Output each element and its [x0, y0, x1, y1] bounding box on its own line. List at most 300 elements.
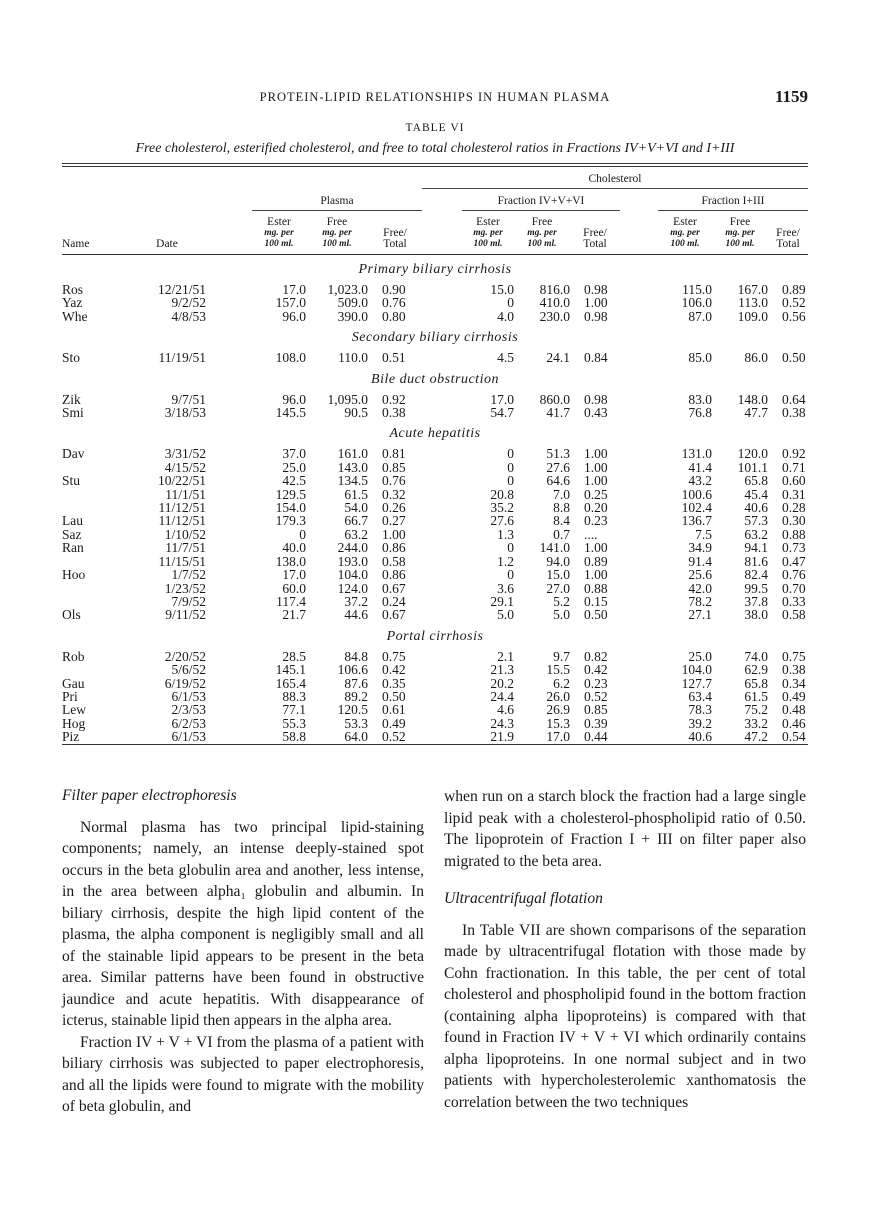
spacer — [620, 541, 658, 554]
plasma-ester-cell: 145.5 — [275, 405, 306, 421]
fi-free-cell: 37.8 — [744, 593, 768, 609]
patient-name-cell: Zik — [62, 391, 81, 407]
fi-ratio-cell: 0.56 — [782, 308, 806, 324]
plasma-ester-cell: 154.0 — [275, 500, 306, 516]
fiv-ester-cell: 27.6 — [490, 513, 514, 529]
table-row — [62, 501, 808, 514]
fiv-ratio-cell: 1.00 — [584, 473, 608, 489]
fi-ratio-cell: 0.47 — [782, 553, 806, 569]
fi-free-cell: 81.6 — [744, 553, 768, 569]
patient-name-cell: Sto — [62, 350, 81, 366]
fraction-iv-free-header-line: Free — [531, 216, 553, 228]
patient-name-cell: Hog — [62, 715, 86, 731]
table-row — [62, 717, 808, 730]
fi-ester-cell: 7.5 — [695, 526, 712, 542]
spacer — [422, 528, 462, 541]
spacer — [620, 650, 658, 663]
fiv-ester-cell: 15.0 — [490, 282, 514, 297]
header-cholesterol: Cholesterol — [422, 167, 808, 189]
patient-name-cell: Rob — [62, 648, 85, 664]
fiv-ester-cell: 1.2 — [497, 553, 514, 569]
fraction-iv-free-header — [514, 211, 570, 255]
fiv-ratio-cell: 0.23 — [584, 675, 608, 691]
plasma-free-cell: 193.0 — [337, 553, 368, 569]
fi-ester-cell: 100.6 — [681, 486, 712, 502]
fraction-i-ester-header-line: mg. per — [670, 228, 700, 238]
fi-ratio-cell: 0.58 — [782, 607, 806, 623]
fiv-ester-cell: 0 — [507, 473, 514, 489]
fi-free-cell: 63.2 — [744, 526, 768, 542]
plasma-ester-header — [252, 211, 306, 255]
spacer — [206, 447, 252, 460]
date-cell: 6/19/52 — [164, 675, 206, 691]
fi-ester-cell: 85.0 — [688, 350, 712, 366]
paragraph: In Table VII are shown comparisons of the separation made by ultracentrifugal flotation with those made by Cohn fractionation. In this table, the per cent of total cholesterol and phospholipid found in the bottom fraction (containing alpha lipoproteins) is compared with that found in Fraction IV + V + VI which ordinarily contains alpha lipoproteins. In one normal subject and in two patients with hypercholesterolemic xanthomatosis the correlation between the two techniques — [444, 921, 806, 1111]
fi-free-cell: 40.6 — [744, 500, 768, 516]
plasma-ratio-cell: 0.61 — [382, 702, 406, 718]
date-cell: 11/7/51 — [165, 540, 206, 556]
plasma-ratio-cell: 0.49 — [382, 715, 406, 731]
fiv-free-cell: 15.3 — [546, 715, 570, 731]
patient-name-cell: Saz — [62, 526, 82, 542]
fraction-i-free-header-line: 100 ml. — [725, 239, 755, 249]
header-date: Date — [156, 238, 178, 250]
plasma-ratio-cell: 0.24 — [382, 593, 406, 609]
fraction-i-ester-header-line: Ester — [673, 216, 697, 228]
fiv-ester-cell: 0 — [507, 459, 514, 475]
date-cell: 11/19/51 — [158, 350, 206, 366]
table-row — [62, 310, 808, 323]
plasma-ratio-cell: 0.80 — [382, 308, 406, 324]
plasma-ratio-cell: 0.58 — [382, 553, 406, 569]
fiv-ester-cell: 29.1 — [490, 593, 514, 609]
fiv-free-cell: 27.6 — [546, 459, 570, 475]
section-heading-ultracentrifugal: Ultracentrifugal flotation — [444, 890, 603, 907]
spacer — [620, 568, 658, 581]
spacer — [620, 608, 658, 621]
date-cell: 9/2/52 — [171, 295, 206, 311]
plasma-ester-cell: 117.4 — [276, 593, 306, 609]
spacer — [206, 461, 252, 474]
fi-ester-cell: 42.0 — [688, 580, 712, 596]
fiv-ratio-cell: 0.23 — [584, 513, 608, 529]
plasma-ester-cell: 40.0 — [282, 540, 306, 556]
spacer — [422, 541, 462, 554]
plasma-free-cell: 53.3 — [344, 715, 368, 731]
spacer — [422, 296, 462, 309]
fi-free-cell: 101.1 — [737, 459, 768, 475]
table-row — [62, 514, 808, 527]
spacer — [206, 393, 252, 406]
spacer — [620, 730, 658, 744]
plasma-ratio-header-line: Free/ — [383, 227, 407, 239]
spacer — [620, 488, 658, 501]
plasma-ester-cell: 21.7 — [282, 607, 306, 623]
plasma-free-cell: 64.0 — [344, 729, 368, 745]
date-cell: 9/7/51 — [171, 391, 206, 407]
fiv-ratio-cell: 1.00 — [584, 567, 608, 583]
fiv-free-cell: 6.2 — [553, 675, 570, 691]
fiv-ratio-cell: 0.20 — [584, 500, 608, 516]
plasma-ratio-cell: 0.67 — [382, 580, 406, 596]
fi-ratio-cell: 0.54 — [782, 729, 806, 745]
plasma-ester-cell: 17.0 — [282, 282, 306, 297]
fiv-free-cell: 8.8 — [553, 500, 570, 516]
fiv-free-cell: 9.7 — [553, 648, 570, 664]
table-row — [62, 555, 808, 568]
fiv-ratio-cell: 0.39 — [584, 715, 608, 731]
spacer — [206, 582, 252, 595]
plasma-ester-cell: 179.3 — [275, 513, 306, 529]
fraction-iv-ratio-header-line: Total — [583, 238, 607, 250]
fi-ratio-cell: 0.75 — [782, 648, 806, 664]
spacer — [206, 555, 252, 568]
fi-ratio-cell: 0.30 — [782, 513, 806, 529]
patient-name-cell: Lew — [62, 702, 86, 718]
table-row — [62, 703, 808, 716]
patient-name-cell: Stu — [62, 473, 81, 489]
fiv-ester-cell: 21.3 — [490, 662, 514, 678]
plasma-free-cell: 87.6 — [344, 675, 368, 691]
spacer — [620, 514, 658, 527]
section-title: Portal cirrhosis — [386, 628, 484, 644]
spacer — [422, 650, 462, 663]
spacer — [422, 393, 462, 406]
plasma-ester-cell: 37.0 — [282, 446, 306, 462]
plasma-free-cell: 89.2 — [344, 688, 368, 704]
patient-name-cell — [62, 461, 128, 474]
fraction-iv-ester-header-line: mg. per — [473, 228, 503, 238]
fiv-free-cell: 26.9 — [546, 702, 570, 718]
plasma-ester-cell: 157.0 — [275, 295, 306, 311]
table-row — [62, 351, 808, 364]
spacer — [422, 310, 462, 323]
fiv-ratio-cell: 0.42 — [584, 662, 608, 678]
fiv-ratio-cell: 0.25 — [584, 486, 608, 502]
fiv-ester-cell: 4.0 — [497, 308, 514, 324]
fi-ratio-cell: 0.88 — [782, 526, 806, 542]
patient-name-cell — [62, 582, 128, 595]
table-row — [62, 650, 808, 663]
plasma-ester-cell: 17.0 — [282, 567, 306, 583]
plasma-ratio-cell: 0.86 — [382, 567, 406, 583]
spacer — [422, 730, 462, 744]
fiv-free-cell: 24.1 — [546, 350, 570, 366]
spacer — [422, 283, 462, 296]
fi-free-cell: 86.0 — [744, 350, 768, 366]
running-title: PROTEIN-LIPID RELATIONSHIPS IN HUMAN PLASMA — [259, 90, 611, 104]
fi-ratio-cell: 0.71 — [782, 459, 806, 475]
fiv-ratio-cell: 0.89 — [584, 553, 608, 569]
spacer — [206, 703, 252, 716]
fiv-ester-cell: 2.1 — [497, 648, 514, 664]
plasma-free-cell: 61.5 — [344, 486, 368, 502]
date-cell: 3/31/52 — [164, 446, 206, 462]
plasma-ratio-cell: 0.67 — [382, 607, 406, 623]
table-row — [62, 283, 808, 296]
patient-name-cell: Pri — [62, 688, 78, 704]
plasma-ester-cell: 145.1 — [275, 662, 306, 678]
fi-ratio-cell: 0.76 — [782, 567, 806, 583]
section-title: Bile duct obstruction — [371, 371, 499, 387]
section-header-row — [62, 419, 808, 447]
plasma-ester-cell: 96.0 — [282, 391, 306, 407]
spacer — [206, 474, 252, 487]
table-row — [62, 461, 808, 474]
fi-ester-cell: 34.9 — [688, 540, 712, 556]
plasma-ratio-cell: 0.27 — [382, 513, 406, 529]
fiv-ratio-cell: 0.50 — [584, 607, 608, 623]
fi-free-cell: 99.5 — [744, 580, 768, 596]
fiv-ester-cell: 21.9 — [490, 729, 514, 745]
table-row — [62, 595, 808, 608]
plasma-ratio-cell: 0.50 — [382, 688, 406, 704]
date-cell: 4/15/52 — [164, 459, 206, 475]
fi-free-cell: 47.2 — [744, 729, 768, 745]
page-number: 1159 — [774, 87, 808, 106]
header-plasma: Plasma — [252, 189, 422, 211]
spacer — [206, 730, 252, 744]
fraction-iv-free-header-line: mg. per — [527, 228, 557, 238]
date-cell: 1/23/52 — [164, 580, 206, 596]
fi-free-cell: 45.4 — [744, 486, 768, 502]
fi-ester-cell: 83.0 — [688, 391, 712, 407]
plasma-ester-cell: 138.0 — [275, 553, 306, 569]
fiv-free-cell: 0.7 — [553, 526, 570, 542]
fiv-ratio-cell: 0.52 — [584, 688, 608, 704]
spacer — [620, 447, 658, 460]
fiv-ratio-cell: 0.84 — [584, 350, 608, 366]
plasma-ratio-cell: 0.85 — [382, 459, 406, 475]
section-header-row — [62, 365, 808, 393]
section-header-row — [62, 622, 808, 650]
spacer — [620, 461, 658, 474]
plasma-free-cell: 161.0 — [337, 446, 368, 462]
fi-ester-cell: 136.7 — [681, 513, 712, 529]
plasma-free-cell: 1,095.0 — [327, 391, 368, 407]
fiv-free-cell: 5.2 — [553, 593, 570, 609]
plasma-ratio-cell: 1.00 — [382, 526, 406, 542]
fi-free-cell: 167.0 — [737, 282, 768, 297]
date-cell: 6/2/53 — [171, 715, 206, 731]
fiv-free-cell: 51.3 — [546, 446, 570, 462]
date-cell: 11/12/51 — [158, 500, 206, 516]
data-table-wrapper — [62, 163, 808, 751]
plasma-ratio-cell: 0.76 — [382, 473, 406, 489]
spacer — [620, 582, 658, 595]
plasma-free-cell: 104.0 — [337, 567, 368, 583]
fi-ratio-cell: 0.92 — [782, 446, 806, 462]
table-row — [62, 663, 808, 676]
patient-name-cell — [62, 488, 128, 501]
fiv-ester-cell: 20.8 — [490, 486, 514, 502]
table-row — [62, 677, 808, 690]
fi-ester-cell: 131.0 — [681, 446, 712, 462]
fiv-ratio-cell: 0.85 — [584, 702, 608, 718]
fiv-ester-cell: 4.6 — [497, 702, 514, 718]
spacer — [206, 663, 252, 676]
fiv-ester-cell: 3.6 — [497, 580, 514, 596]
fraction-iv-ratio-header-line: Free/ — [583, 227, 607, 239]
fi-ester-cell: 87.0 — [688, 308, 712, 324]
fiv-ratio-cell: 0.15 — [584, 593, 608, 609]
spacer — [206, 514, 252, 527]
section-header-row — [62, 255, 808, 284]
spacer — [422, 351, 462, 364]
fraction-i-ester-header — [658, 211, 712, 255]
fiv-free-cell: 410.0 — [539, 295, 570, 311]
spacer — [206, 690, 252, 703]
plasma-ratio-cell: 0.51 — [382, 350, 406, 366]
plasma-free-cell: 509.0 — [337, 295, 368, 311]
date-cell: 6/1/53 — [171, 729, 206, 745]
spacer — [422, 677, 462, 690]
spacer — [422, 474, 462, 487]
header-fraction-i-iii: Fraction I+III — [658, 189, 808, 211]
spacer — [206, 541, 252, 554]
fi-ratio-cell: 0.70 — [782, 580, 806, 596]
spacer — [422, 568, 462, 581]
spacer — [620, 296, 658, 309]
fraction-iv-free-header-line: 100 ml. — [527, 239, 557, 249]
plasma-ester-cell: 88.3 — [282, 688, 306, 704]
patient-name-cell — [62, 501, 128, 514]
fi-free-cell: 61.5 — [744, 688, 768, 704]
fraction-iv-ester-header — [462, 211, 514, 255]
fi-ester-cell: 25.0 — [688, 648, 712, 664]
table-row — [62, 608, 808, 621]
spacer — [620, 528, 658, 541]
fi-free-cell: 75.2 — [744, 702, 768, 718]
table-row — [62, 690, 808, 703]
fiv-ester-cell: 20.2 — [490, 675, 514, 691]
header-fraction-iv-v-vi: Fraction IV+V+VI — [462, 189, 620, 211]
spacer — [422, 703, 462, 716]
plasma-ratio-cell: 0.76 — [382, 295, 406, 311]
right-text-column — [444, 786, 806, 1113]
spacer — [206, 650, 252, 663]
fiv-free-cell: 15.0 — [546, 567, 570, 583]
plasma-free-cell: 84.8 — [344, 648, 368, 664]
table-row — [62, 447, 808, 460]
spacer — [422, 501, 462, 514]
fraction-i-ester-header-line: 100 ml. — [670, 239, 700, 249]
date-cell: 11/1/51 — [165, 486, 206, 502]
date-cell: 5/6/52 — [171, 662, 206, 678]
spacer — [206, 310, 252, 323]
plasma-ratio-cell: 0.90 — [382, 282, 406, 297]
fraction-i-free-header-line: mg. per — [725, 228, 755, 238]
fi-ratio-cell: 0.31 — [782, 486, 806, 502]
fi-ester-cell: 106.0 — [681, 295, 712, 311]
spacer — [422, 595, 462, 608]
plasma-ester-cell: 77.1 — [282, 702, 306, 718]
date-cell: 2/3/53 — [171, 702, 206, 718]
fiv-ester-cell: 17.0 — [490, 391, 514, 407]
fi-ratio-cell: 0.64 — [782, 391, 806, 407]
spacer — [422, 461, 462, 474]
fiv-ratio-cell: 1.00 — [584, 446, 608, 462]
patient-name-cell: Piz — [62, 729, 80, 745]
fiv-ratio-cell: 0.98 — [584, 308, 608, 324]
fiv-free-cell: 64.6 — [546, 473, 570, 489]
table-row — [62, 541, 808, 554]
plasma-free-cell: 90.5 — [344, 405, 368, 421]
plasma-ester-header-line: mg. per — [264, 228, 294, 238]
fi-ester-cell: 27.1 — [688, 607, 712, 623]
patient-name-cell: Lau — [62, 513, 83, 529]
plasma-ratio-cell: 0.32 — [382, 486, 406, 502]
plasma-free-header — [306, 211, 368, 255]
spacer — [206, 677, 252, 690]
plasma-ester-cell: 58.8 — [282, 729, 306, 745]
spacer — [422, 488, 462, 501]
plasma-free-cell: 244.0 — [337, 540, 368, 556]
spacer — [206, 528, 252, 541]
fi-ester-cell: 76.8 — [688, 405, 712, 421]
fi-free-cell: 113.0 — [738, 295, 768, 311]
fi-ester-cell: 78.3 — [688, 702, 712, 718]
plasma-ester-cell: 25.0 — [282, 459, 306, 475]
plasma-ester-cell: 108.0 — [275, 350, 306, 366]
table-row — [62, 568, 808, 581]
fraction-iv-ratio-header — [570, 211, 620, 255]
patient-name-cell: Smi — [62, 405, 84, 421]
fi-free-cell: 33.2 — [744, 715, 768, 731]
spacer — [620, 501, 658, 514]
table-row — [62, 474, 808, 487]
plasma-ratio-cell: 0.35 — [382, 675, 406, 691]
fi-ester-cell: 102.4 — [681, 500, 712, 516]
fiv-free-cell: 141.0 — [539, 540, 570, 556]
fiv-ratio-cell: 0.43 — [584, 405, 608, 421]
fiv-ratio-cell: 0.88 — [584, 580, 608, 596]
fiv-free-cell: 26.0 — [546, 688, 570, 704]
fiv-free-cell: 41.7 — [546, 405, 570, 421]
fi-ester-cell: 41.4 — [688, 459, 712, 475]
spacer — [206, 283, 252, 296]
fi-ester-cell: 63.4 — [688, 688, 712, 704]
fi-free-cell: 62.9 — [744, 662, 768, 678]
spacer — [206, 351, 252, 364]
date-cell: 4/8/53 — [171, 308, 206, 324]
spacer — [206, 488, 252, 501]
spacer — [620, 351, 658, 364]
spacer — [620, 595, 658, 608]
table-row — [62, 730, 808, 744]
paragraph-continuation: when run on a starch block the fraction had a large single lipid peak with a cholesterol-phospholipid ratio of 0.50. The lipoprotein of Fraction I + III on filter paper also migrated to the beta area. — [444, 788, 806, 870]
spacer — [206, 595, 252, 608]
fi-free-cell: 82.4 — [744, 567, 768, 583]
spacer — [422, 582, 462, 595]
fiv-ratio-cell: 1.00 — [584, 459, 608, 475]
plasma-free-cell: 106.6 — [337, 662, 368, 678]
fi-ratio-cell: 0.52 — [782, 295, 806, 311]
plasma-ester-cell: 96.0 — [282, 308, 306, 324]
fi-ratio-cell: 0.60 — [782, 473, 806, 489]
plasma-ratio-cell: 0.86 — [382, 540, 406, 556]
table-caption: Free cholesterol, esterified cholesterol, and free to total cholesterol ratios in Fractions IV+V+VI and I+III — [135, 141, 735, 156]
section-header-row — [62, 323, 808, 351]
spacer — [422, 690, 462, 703]
fiv-free-cell: 230.0 — [539, 308, 570, 324]
fiv-ratio-cell: 0.98 — [584, 282, 608, 297]
fiv-ester-cell: 24.4 — [490, 688, 514, 704]
plasma-free-cell: 66.7 — [344, 513, 368, 529]
fi-ratio-cell: 0.38 — [782, 662, 806, 678]
plasma-free-cell: 390.0 — [337, 308, 368, 324]
plasma-free-header-line: Free — [326, 216, 348, 228]
